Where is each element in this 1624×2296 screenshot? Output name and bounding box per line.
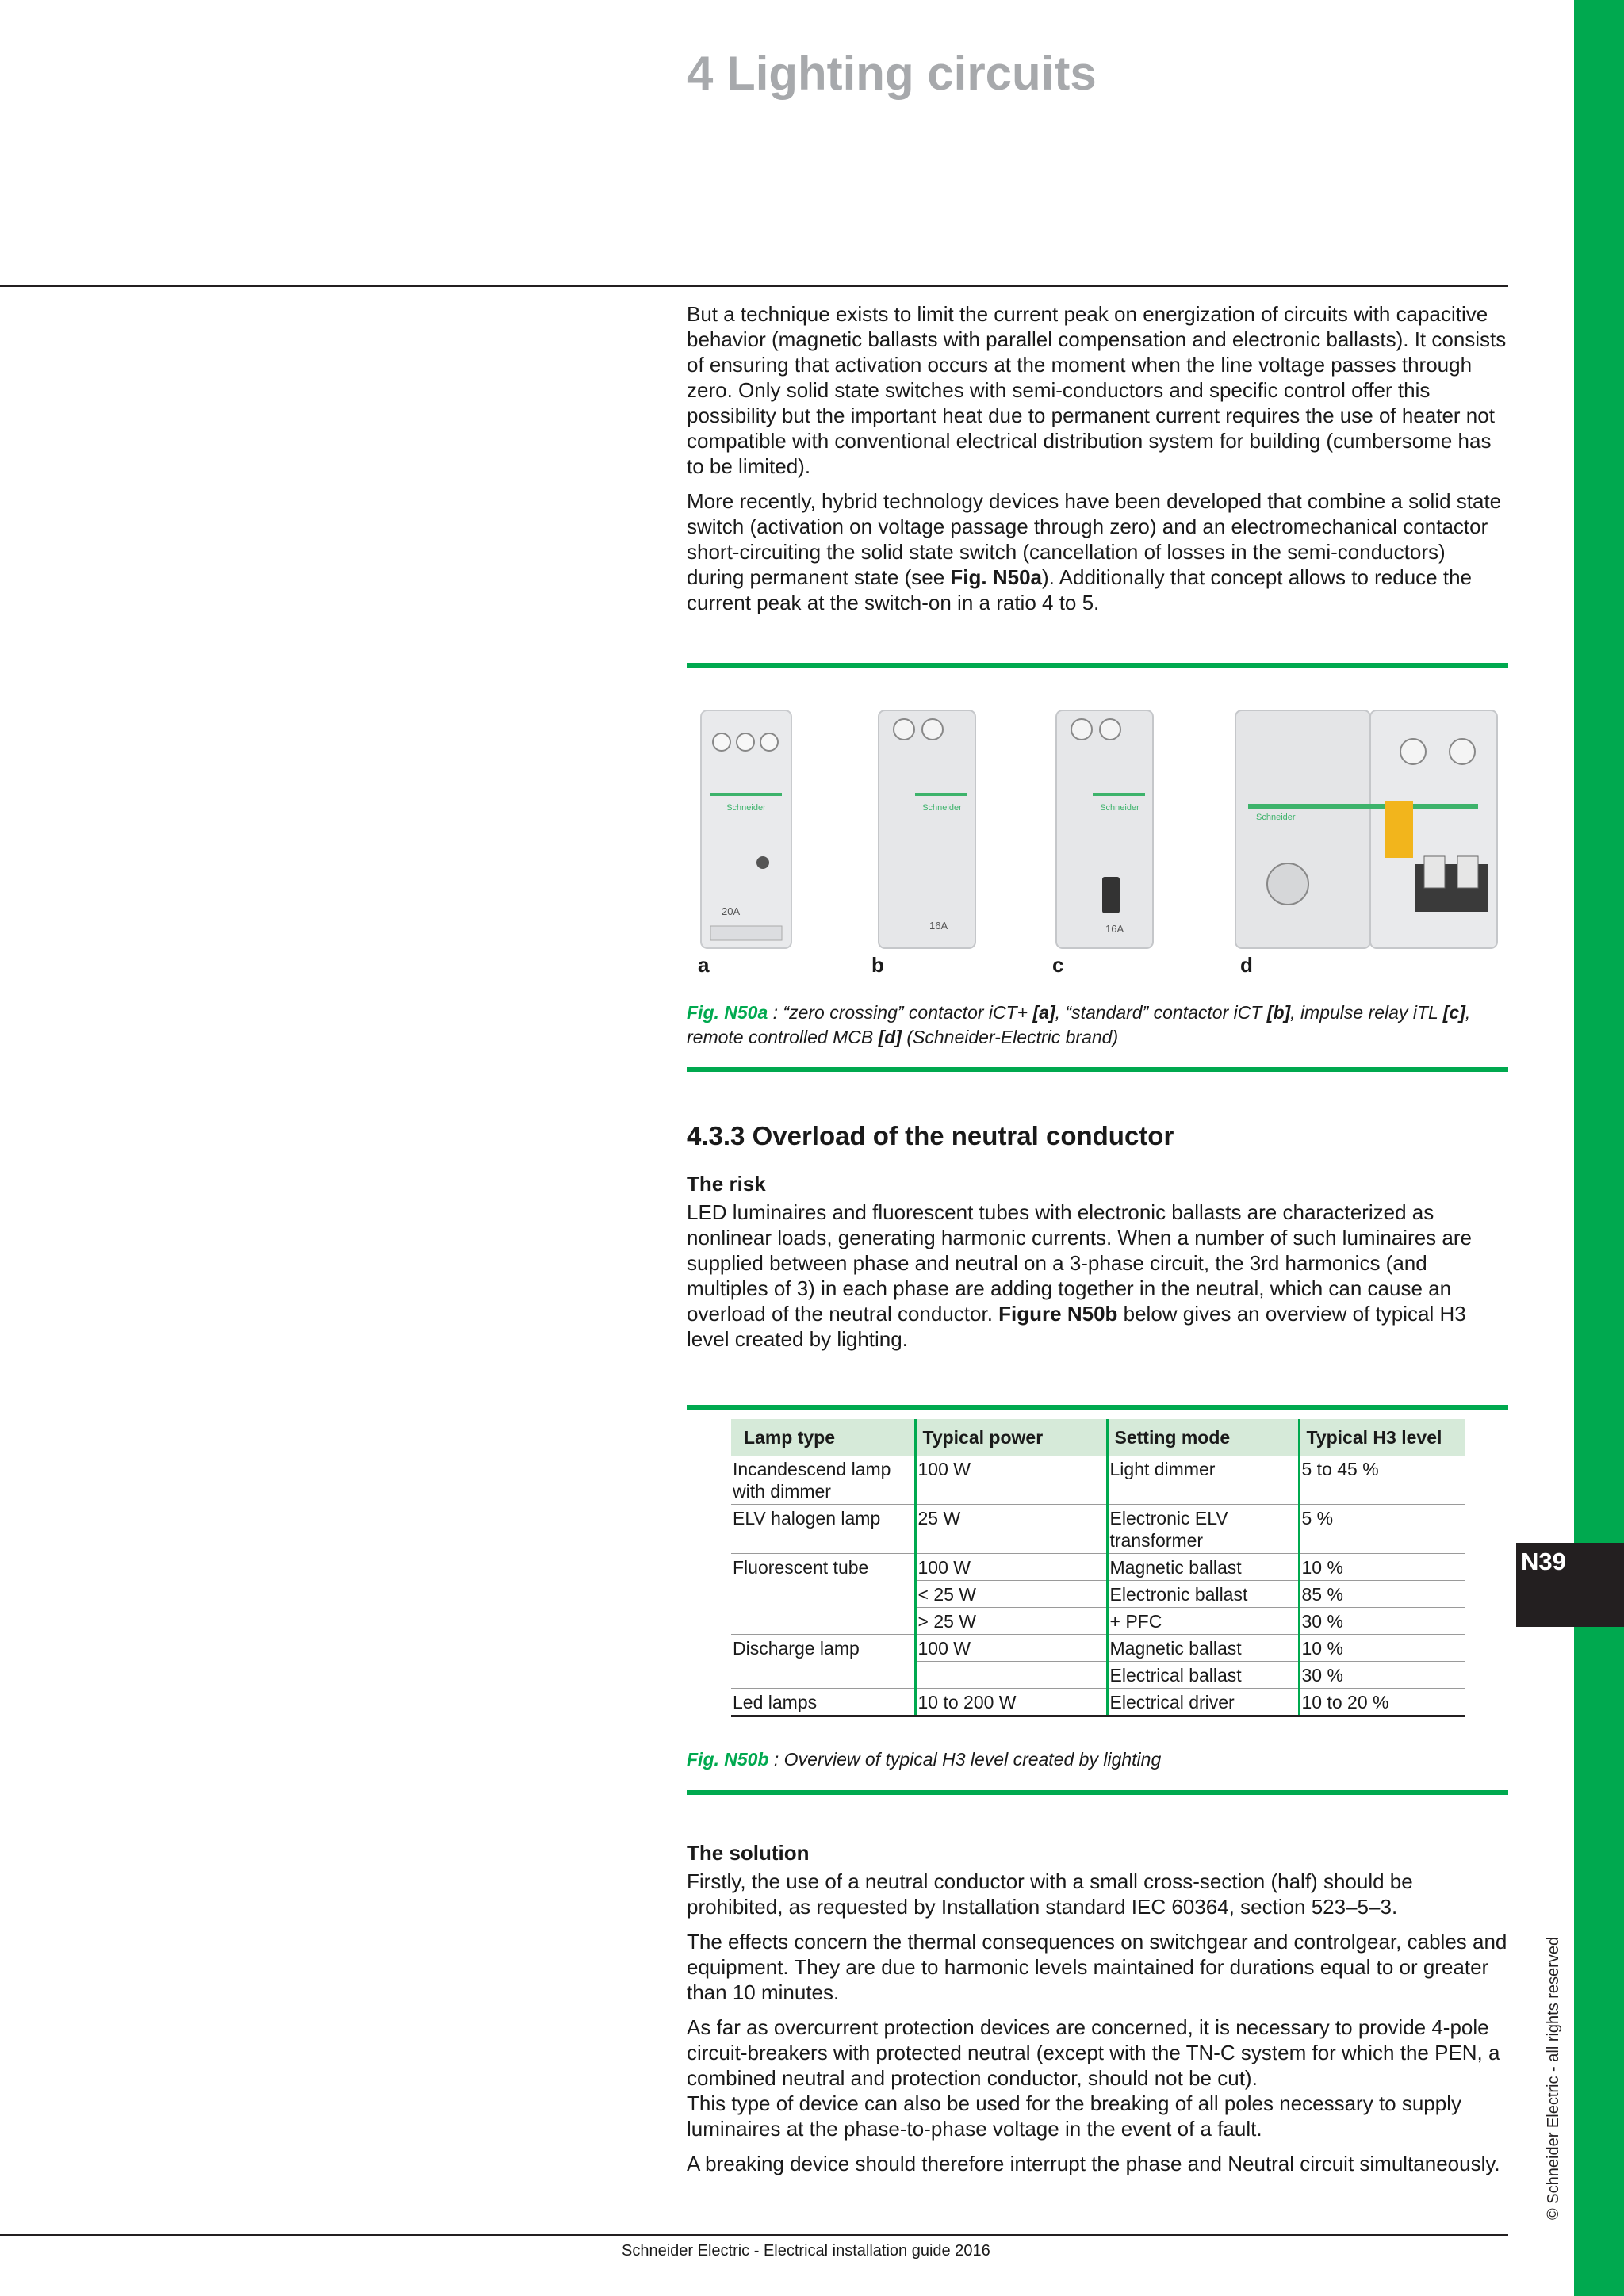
table-cell: 30 % xyxy=(1299,1662,1465,1689)
table-row xyxy=(731,1689,1465,1716)
table-top-rule xyxy=(687,1405,1508,1410)
table-cell xyxy=(731,1608,915,1635)
figure-n50a-photos xyxy=(687,690,1508,983)
table-cell: Discharge lamp xyxy=(731,1635,915,1662)
table-cell xyxy=(731,1662,915,1689)
table-cell: 5 % xyxy=(1299,1505,1465,1554)
svg-text:20A: 20A xyxy=(722,905,741,917)
column-header: Typical H3 level xyxy=(1299,1419,1465,1456)
fig-reference: Fig. N50a xyxy=(950,565,1043,589)
figure-label-c: c xyxy=(1052,953,1064,977)
table-cell: 25 W xyxy=(915,1505,1107,1554)
footer-text: Schneider Electric - Electrical installation guide 2016 xyxy=(622,2242,990,2260)
column-header: Setting mode xyxy=(1107,1419,1299,1456)
table-row xyxy=(731,1581,1465,1608)
solution-heading: The solution xyxy=(687,1841,810,1865)
risk-section xyxy=(687,1172,1508,1361)
table-bottom-rule xyxy=(687,1790,1508,1795)
page-number-tab xyxy=(1516,1543,1624,1627)
table-row xyxy=(731,1456,1465,1505)
solution-paragraph-5: A breaking device should therefore interrupt the phase and Neutral circuit simultaneously. xyxy=(687,2152,1500,2175)
svg-text:Schneider: Schneider xyxy=(922,803,962,813)
device-b-image xyxy=(868,706,986,959)
table-cell: Fluorescent tube xyxy=(731,1554,915,1581)
risk-paragraph: LED luminaires and fluorescent tubes with electronic ballasts are characterized as nonlinear loads, generating harmonic currents. When a number of such luminaires are supplied between phase and neutral on a 3-phase circuit, the 3rd harmonics (and multiples of 3) in each phase are adding together in the neutral, which can cause an overload of the neutral conductor. Figure N50b below gives an overview of typical H3 level created by lighting. xyxy=(687,1200,1472,1351)
h3-level-table xyxy=(731,1419,1465,1717)
table-cell: 30 % xyxy=(1299,1608,1465,1635)
figure-label-a: a xyxy=(698,953,710,977)
table-header-row xyxy=(731,1419,1465,1456)
solution-paragraph-3: As far as overcurrent protection devices are concerned, it is necessary to provide 4-pole circuit-breakers with protected neutral (except with the TN-C system for which the PEN, a combined neutral and protection conductor, should not be cut). xyxy=(687,2015,1500,2090)
table-row xyxy=(731,1662,1465,1689)
device-c-image xyxy=(1045,706,1164,959)
table-cell xyxy=(731,1581,915,1608)
table-row xyxy=(731,1608,1465,1635)
table-cell: Magnetic ballast xyxy=(1107,1554,1299,1581)
column-header: Lamp type xyxy=(731,1419,915,1456)
table-cell: 10 to 20 % xyxy=(1299,1689,1465,1716)
svg-text:Schneider: Schneider xyxy=(1256,813,1296,822)
table-cell: 100 W xyxy=(915,1635,1107,1662)
svg-text:16A: 16A xyxy=(929,920,948,932)
table-cell: 10 % xyxy=(1299,1635,1465,1662)
table-cell: Electronic ballast xyxy=(1107,1581,1299,1608)
table-cell: + PFC xyxy=(1107,1608,1299,1635)
table-cell: Led lamps xyxy=(731,1689,915,1716)
device-d-image xyxy=(1232,706,1502,959)
table-cell: > 25 W xyxy=(915,1608,1107,1635)
figure-a-bottom-rule xyxy=(687,1067,1508,1072)
table-row xyxy=(731,1505,1465,1554)
svg-text:Schneider: Schneider xyxy=(726,803,766,813)
table-cell: Electronic ELV transformer xyxy=(1107,1505,1299,1554)
device-a-image xyxy=(695,706,798,959)
svg-text:Schneider: Schneider xyxy=(1100,803,1139,813)
copyright-notice: © Schneider Electric - all rights reserved xyxy=(1545,1936,1562,2220)
column-header: Typical power xyxy=(915,1419,1107,1456)
table-cell: < 25 W xyxy=(915,1581,1107,1608)
section-title: 4.3.3 Overload of the neutral conductor xyxy=(687,1121,1174,1150)
table-cell: Incandescend lamp with dimmer xyxy=(731,1456,915,1505)
table-cell: 10 % xyxy=(1299,1554,1465,1581)
table-cell: 5 to 45 % xyxy=(1299,1456,1465,1505)
fig-reference: Figure N50b xyxy=(998,1302,1118,1326)
figure-a-top-rule xyxy=(687,663,1508,668)
table-cell: 100 W xyxy=(915,1554,1107,1581)
page-number: N39 xyxy=(1521,1548,1566,1575)
figure-label-b: b xyxy=(871,953,884,977)
solution-paragraph-2: The effects concern the thermal consequences on switchgear and controlgear, cables and equipment. They are due to harmonic levels maintained for durations equal to or greater than 10 minutes. xyxy=(687,1930,1507,2004)
table-cell: Light dimmer xyxy=(1107,1456,1299,1505)
risk-heading: The risk xyxy=(687,1172,766,1196)
solution-paragraph-1: Firstly, the use of a neutral conductor with a small cross-section (half) should be prohibited, as requested by Installation standard IEC 60364, section 523–5–3. xyxy=(687,1869,1413,1919)
solution-section xyxy=(687,1841,1508,2186)
table-row xyxy=(731,1554,1465,1581)
table-cell: ELV halogen lamp xyxy=(731,1505,915,1554)
table-cell: Electrical ballast xyxy=(1107,1662,1299,1689)
table-cell xyxy=(915,1662,1107,1689)
chapter-title: 4 Lighting circuits xyxy=(687,47,1097,100)
table-cell: 10 to 200 W xyxy=(915,1689,1107,1716)
side-color-bar xyxy=(1574,0,1624,2296)
figure-n50a-caption: Fig. N50a : “zero crossing” contactor iCT+ [a], “standard” contactor iCT [b], impulse relay iTL [c], remote controlled MCB [d] (Schneider-Electric brand) xyxy=(687,1002,1471,1047)
intro-paragraph-1: But a technique exists to limit the current peak on energization of circuits with capacitive behavior (magnetic ballasts with parallel compensation and electronic ballasts). It consists of ensuring that activation occurs at the moment when the line voltage passes through zero. Only solid state switches with semi-conductors and specific control offer this possibility but the important heat due to permanent current requires the use of heater not compatible with conventional electrical distribution system for building (cumbersome has to be limited). xyxy=(687,302,1507,478)
table-cell: Electrical driver xyxy=(1107,1689,1299,1716)
svg-text:16A: 16A xyxy=(1105,923,1124,935)
solution-paragraph-4: This type of device can also be used for the breaking of all poles necessary to supply luminaires at the phase-to-phase voltage in the event of a fault. xyxy=(687,2091,1462,2141)
intro-paragraph-2: More recently, hybrid technology devices have been developed that combine a solid state switch (activation on voltage passage through zero) and an electromechanical contactor short-circuiting the solid state switch (cancellation of losses in the semi-conductors) during permanent state (see Fig. N50a). Additionally that concept allows to reduce the current peak at the switch-on in a ratio 4 to 5. xyxy=(687,489,1502,614)
table-cell: Magnetic ballast xyxy=(1107,1635,1299,1662)
figure-n50b-caption: Fig. N50b : Overview of typical H3 level created by lighting xyxy=(687,1749,1162,1770)
intro-text xyxy=(687,301,1508,625)
table-cell: 100 W xyxy=(915,1456,1107,1505)
table-cell: 85 % xyxy=(1299,1581,1465,1608)
table-row xyxy=(731,1635,1465,1662)
header-rule xyxy=(0,285,1508,287)
figure-label-d: d xyxy=(1240,953,1253,977)
footer-rule xyxy=(0,2234,1508,2236)
